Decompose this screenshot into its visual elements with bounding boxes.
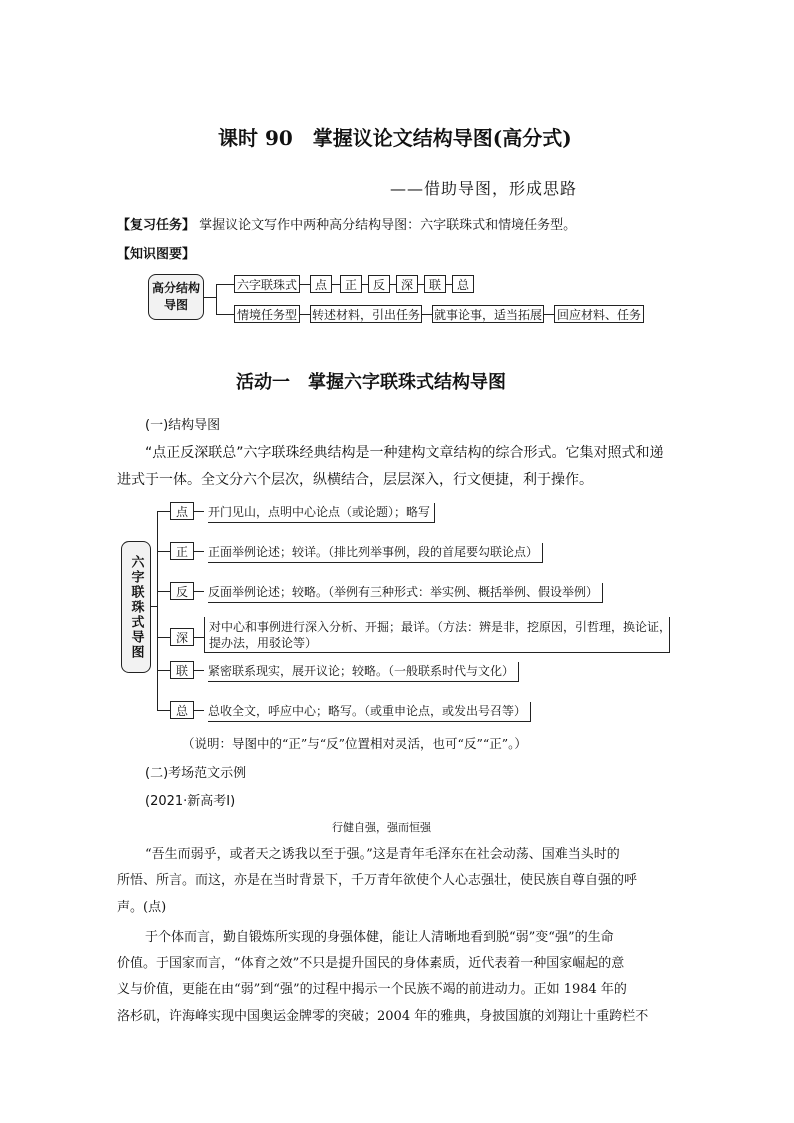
- essay-line: 洛杉矶，许海峰实现中国奥运金牌零的突破；2004 年的雅典，身披国旗的刘翔让十重跨栏不: [117, 1009, 649, 1024]
- level-shen-desc-line2: 提办法，用驳论等）: [209, 636, 318, 650]
- level-shen-desc-line1: 对中心和事例进行深入分析、开掘；最详。（方法：辨是非，挖原因，引哲理，换论证，: [209, 620, 672, 634]
- level-dian-box: 点: [170, 502, 194, 520]
- map-note: （说明：导图中的“正”与“反”位置相对灵活，也可“反”“正”。）: [182, 736, 527, 751]
- level-lian-desc: 紧密联系现实，展开议论；较略。（一般联系时代与文化）: [208, 662, 519, 682]
- overview-item: 正: [340, 275, 362, 293]
- overview-item: 点: [310, 275, 332, 293]
- level-zheng-desc: 正面举例论述；较详。（排比列举事例，段的首尾要勾联论点）: [208, 543, 543, 563]
- overview-connector: [422, 314, 432, 315]
- activity-heading: 活动一 掌握六字联珠式结构导图: [236, 372, 506, 393]
- essay-line: 声。(点): [117, 900, 167, 915]
- overview-connector: [216, 284, 217, 314]
- level-dian-desc: 开门见山，点明中心论点（或论题）；略写: [208, 503, 435, 523]
- sixchar-connector: [157, 511, 158, 710]
- overview-connector: [216, 314, 234, 315]
- level-zong-desc: 总收全文，呼应中心；略写。（或重申论点，或发出号召等）: [208, 702, 531, 722]
- sixchar-connector: [157, 670, 170, 671]
- sixchar-connector: [194, 591, 204, 592]
- sixchar-connector: [157, 710, 170, 711]
- sixchar-connector: [157, 591, 170, 592]
- level-zheng-box: 正: [170, 542, 194, 560]
- review-text: 掌握议论文写作中两种高分结构导图：六字联珠式和情境任务型。: [199, 218, 577, 233]
- essay-line: 义与价值，更能在由“弱”到“强”的过程中揭示一个民族不竭的前进动力。正如 1984 年的: [117, 982, 627, 997]
- intro-paragraph-line: 进式于一体。全文分六个层次，纵横结合，层层深入，行文便捷，利于操作。: [117, 472, 593, 488]
- section-label-structure: (一)结构导图: [145, 418, 221, 433]
- essay-title: 行健自强，强而恒强: [332, 821, 431, 834]
- page-title: 课时 90 掌握议论文结构导图(高分式): [218, 126, 572, 150]
- sixchar-connector: [157, 551, 170, 552]
- overview-item: 就事论事，适当拓展: [432, 305, 544, 323]
- level-zong-box: 总: [170, 701, 194, 719]
- level-fan-box: 反: [170, 582, 194, 600]
- overview-item: 转述材料，引出任务: [310, 305, 422, 323]
- sixchar-connector: [194, 551, 204, 552]
- level-shen-desc: [204, 617, 670, 653]
- overview-item: 联: [424, 275, 446, 293]
- sixchar-connector: [157, 637, 170, 638]
- intro-paragraph-line: “点正反深联总”六字联珠经典结构是一种建构文章结构的综合形式。它集对照式和递: [145, 445, 664, 461]
- overview-connector: [300, 284, 310, 285]
- overview-branch-sixchar: 六字联珠式: [234, 275, 300, 293]
- essay-line: 于个体而言，勤自锻炼所实现的身强体健，能让人清晰地看到脱“弱”变“强”的生命: [145, 930, 614, 945]
- overview-item: 总: [452, 275, 474, 293]
- sixchar-connector: [194, 670, 204, 671]
- section-label-example: (二)考场范文示例: [145, 766, 247, 781]
- level-lian-box: 联: [170, 661, 194, 679]
- overview-item: 反: [368, 275, 390, 293]
- sixchar-map-root: 六字联珠式导图: [121, 541, 151, 673]
- page-subtitle: ——借助导图，形成思路: [390, 179, 578, 198]
- overview-connector: [332, 284, 340, 285]
- overview-connector: [300, 314, 310, 315]
- level-shen-box: 深: [170, 628, 194, 646]
- overview-item: 深: [396, 275, 418, 293]
- level-fan-desc: 反面举例论述；较略。（举例有三种形式：举实例、概括举例、假设举例）: [208, 583, 603, 603]
- review-label: 【复习任务】: [117, 218, 196, 233]
- sixchar-connector: [151, 606, 157, 607]
- sixchar-connector: [194, 511, 204, 512]
- overview-connector: [216, 284, 234, 285]
- essay-line: 价值。于国家而言，“体育之效”不只是提升国民的身体素质，近代表着一种国家崛起的意: [117, 956, 625, 971]
- knowledge-label: 【知识图要】: [117, 247, 196, 262]
- essay-source: (2021·新高考Ⅰ): [145, 794, 236, 809]
- essay-line: 所悟、所言。而这，亦是在当时背景下，千万青年欲使个人心志强壮，使民族自尊自强的呼: [117, 873, 638, 888]
- sixchar-connector: [194, 710, 204, 711]
- overview-connector: [204, 297, 216, 298]
- overview-root: 高分结构导图: [148, 274, 204, 320]
- essay-line: “吾生而弱乎，或者天之诱我以至于强。”这是青年毛泽东在社会动荡、国难当头时的: [145, 847, 620, 862]
- sixchar-connector: [194, 637, 204, 638]
- overview-branch-scenario: 情境任务型: [234, 305, 300, 323]
- review-task: [117, 214, 576, 233]
- overview-connector: [544, 314, 554, 315]
- sixchar-connector: [157, 511, 170, 512]
- overview-item: 回应材料、任务: [554, 305, 644, 323]
